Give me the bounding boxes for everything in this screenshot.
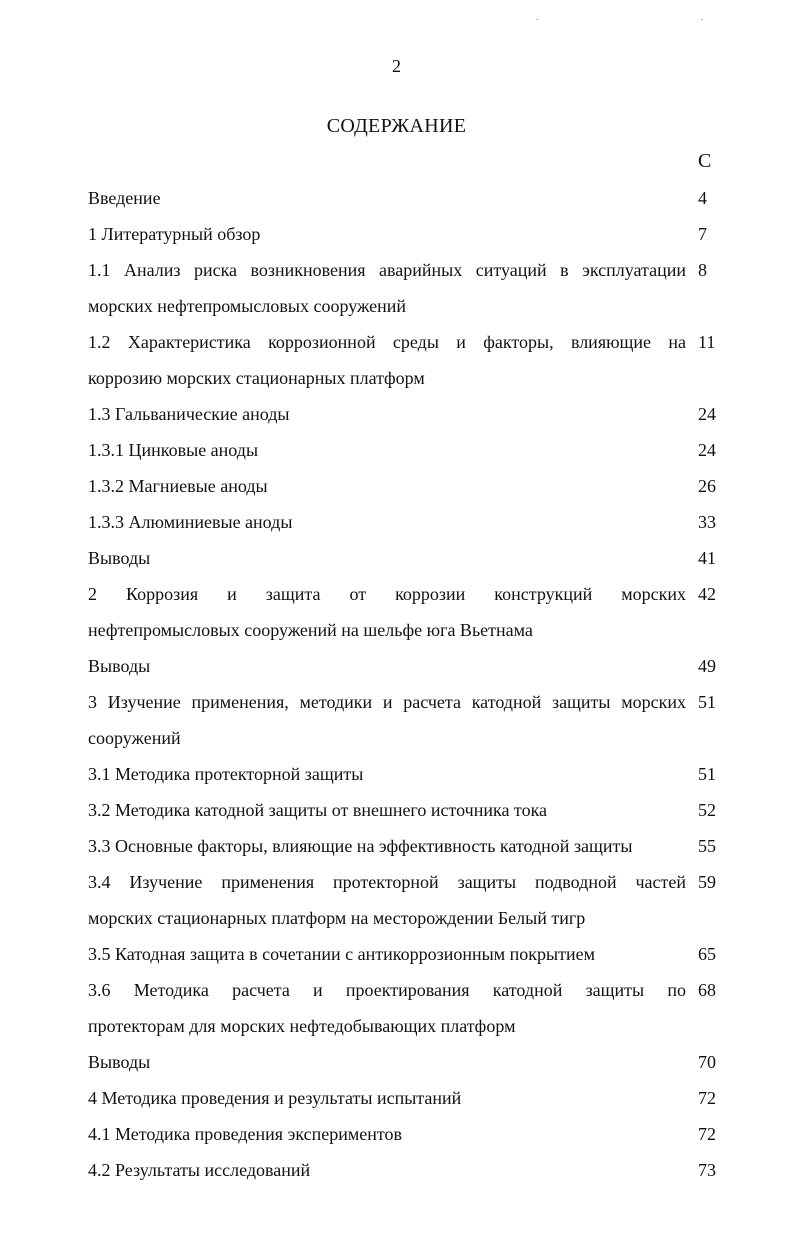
toc-entry-title — [88, 1080, 698, 1116]
toc-entry-title — [88, 828, 698, 864]
toc-entry — [88, 1152, 720, 1188]
toc-entry-page: 4 — [698, 188, 707, 208]
toc-entry-page: 68 — [698, 980, 716, 1000]
toc-entry-page: 33 — [698, 512, 716, 532]
toc-entry-title-line1: Выводы — [88, 548, 151, 568]
toc-entry-title-line1: 4.1 Методика проведения экспериментов — [88, 1124, 402, 1144]
toc-entry-page: 24 — [698, 404, 716, 424]
toc-entry-title — [88, 216, 698, 252]
toc-entry-title — [88, 540, 698, 576]
toc-entry-title-line1: Введение — [88, 188, 161, 208]
toc-entry-title — [88, 972, 698, 1044]
toc-entry — [88, 864, 720, 936]
toc-entry-title-line1: 3 Изучение применения, методики и расчета катодной защиты морских — [88, 692, 686, 712]
toc-entry — [88, 432, 720, 468]
toc-entry-title-line1: 3.1 Методика протекторной защиты — [88, 764, 364, 784]
page-title: СОДЕРЖАНИЕ — [326, 115, 467, 137]
toc-entry-page: 70 — [698, 1052, 716, 1072]
toc-entry — [88, 648, 720, 684]
page-column-header: С — [698, 150, 712, 172]
toc-entry-title-line2: нефтепромысловых сооружений на шельфе юга Вьетнама — [88, 620, 533, 640]
toc-entry-page: 72 — [698, 1088, 716, 1108]
table-of-contents — [88, 180, 720, 1188]
toc-entry-title — [88, 1116, 698, 1152]
toc-entry-page: 59 — [698, 872, 716, 892]
toc-entry-title — [88, 792, 698, 828]
toc-entry-page: 24 — [698, 440, 716, 460]
toc-entry — [88, 792, 720, 828]
toc-entry-title-line2: сооружений — [88, 728, 181, 748]
toc-entry — [88, 936, 720, 972]
toc-entry-title-line2: коррозию морских стационарных платформ — [88, 368, 425, 388]
toc-entry — [88, 504, 720, 540]
toc-entry-page: 8 — [698, 260, 707, 280]
toc-entry-title-line1: 3.4 Изучение применения протекторной защиты подводной частей — [88, 872, 686, 892]
toc-entry-title-line1: 3.3 Основные факторы, влияющие на эффективность катодной защиты — [88, 836, 633, 856]
toc-entry — [88, 1116, 720, 1152]
toc-entry-title-line1: Выводы — [88, 656, 151, 676]
toc-entry-page: 72 — [698, 1124, 716, 1144]
toc-entry-title-line1: 1.3.1 Цинковые аноды — [88, 440, 259, 460]
toc-entry-title-line1: 4 Методика проведения и результаты испытаний — [88, 1088, 462, 1108]
toc-entry-title-line1: 3.2 Методика катодной защиты от внешнего источника тока — [88, 800, 548, 820]
toc-entry — [88, 972, 720, 1044]
toc-entry-page: 52 — [698, 800, 716, 820]
toc-entry-page: 51 — [698, 764, 716, 784]
toc-entry-page: 55 — [698, 836, 716, 856]
scan-specks: . . — [536, 12, 784, 23]
toc-entry — [88, 468, 720, 504]
toc-entry-title — [88, 864, 698, 936]
toc-entry-title-line1: 4.2 Результаты исследований — [88, 1160, 311, 1180]
toc-entry-page: 26 — [698, 476, 716, 496]
toc-entry — [88, 828, 720, 864]
toc-entry-page: 49 — [698, 656, 716, 676]
toc-entry-title — [88, 504, 698, 540]
toc-entry-page: 73 — [698, 1160, 716, 1180]
toc-entry-title — [88, 1152, 698, 1188]
toc-entry — [88, 756, 720, 792]
toc-entry-title-line1: 1.3.3 Алюминиевые аноды — [88, 512, 293, 532]
toc-entry-title-line1: 3.5 Катодная защита в сочетании с антикоррозионным покрытием — [88, 944, 595, 964]
toc-entry — [88, 396, 720, 432]
toc-entry-title-line1: 1 Литературный обзор — [88, 224, 261, 244]
toc-entry-title — [88, 576, 698, 648]
toc-entry-title — [88, 648, 698, 684]
toc-entry-title — [88, 468, 698, 504]
toc-entry-title — [88, 936, 698, 972]
toc-entry-title-line2: морских нефтепромысловых сооружений — [88, 296, 407, 316]
toc-entry-page: 42 — [698, 584, 716, 604]
page-number: 2 — [392, 56, 401, 76]
toc-entry — [88, 684, 720, 756]
toc-entry-title-line1: 3.6 Методика расчета и проектирования катодной защиты по — [88, 980, 686, 1000]
toc-entry — [88, 216, 720, 252]
toc-entry — [88, 1080, 720, 1116]
toc-entry-title — [88, 252, 698, 324]
toc-entry-title-line1: 1.1 Анализ риска возникновения аварийных ситуаций в эксплуатации — [88, 260, 686, 280]
toc-entry-title — [88, 324, 698, 396]
toc-entry-title — [88, 432, 698, 468]
toc-entry-page: 11 — [698, 332, 716, 352]
toc-entry-title-line2: протекторам для морских нефтедобывающих платформ — [88, 1016, 516, 1036]
toc-entry — [88, 324, 720, 396]
toc-entry-title-line1: 1.3.2 Магниевые аноды — [88, 476, 268, 496]
toc-entry-page: 51 — [698, 692, 716, 712]
toc-entry-title-line2: морских стационарных платформ на месторождении Белый тигр — [88, 908, 586, 928]
toc-entry-title-line1: 2 Коррозия и защита от коррозии конструкций морских — [88, 584, 686, 604]
toc-entry-title-line1: Выводы — [88, 1052, 151, 1072]
toc-entry-page: 65 — [698, 944, 716, 964]
toc-entry — [88, 540, 720, 576]
toc-entry-title — [88, 180, 698, 216]
toc-entry-title — [88, 756, 698, 792]
toc-entry-title — [88, 1044, 698, 1080]
toc-entry-title — [88, 396, 698, 432]
toc-entry — [88, 1044, 720, 1080]
toc-entry — [88, 252, 720, 324]
toc-entry-page: 41 — [698, 548, 716, 568]
toc-entry-title — [88, 684, 698, 756]
toc-entry-title-line1: 1.2 Характеристика коррозионной среды и факторы, влияющие на — [88, 332, 686, 352]
toc-entry-title-line1: 1.3 Гальванические аноды — [88, 404, 290, 424]
toc-entry-page: 7 — [698, 224, 707, 244]
toc-entry — [88, 576, 720, 648]
toc-entry — [88, 180, 720, 216]
